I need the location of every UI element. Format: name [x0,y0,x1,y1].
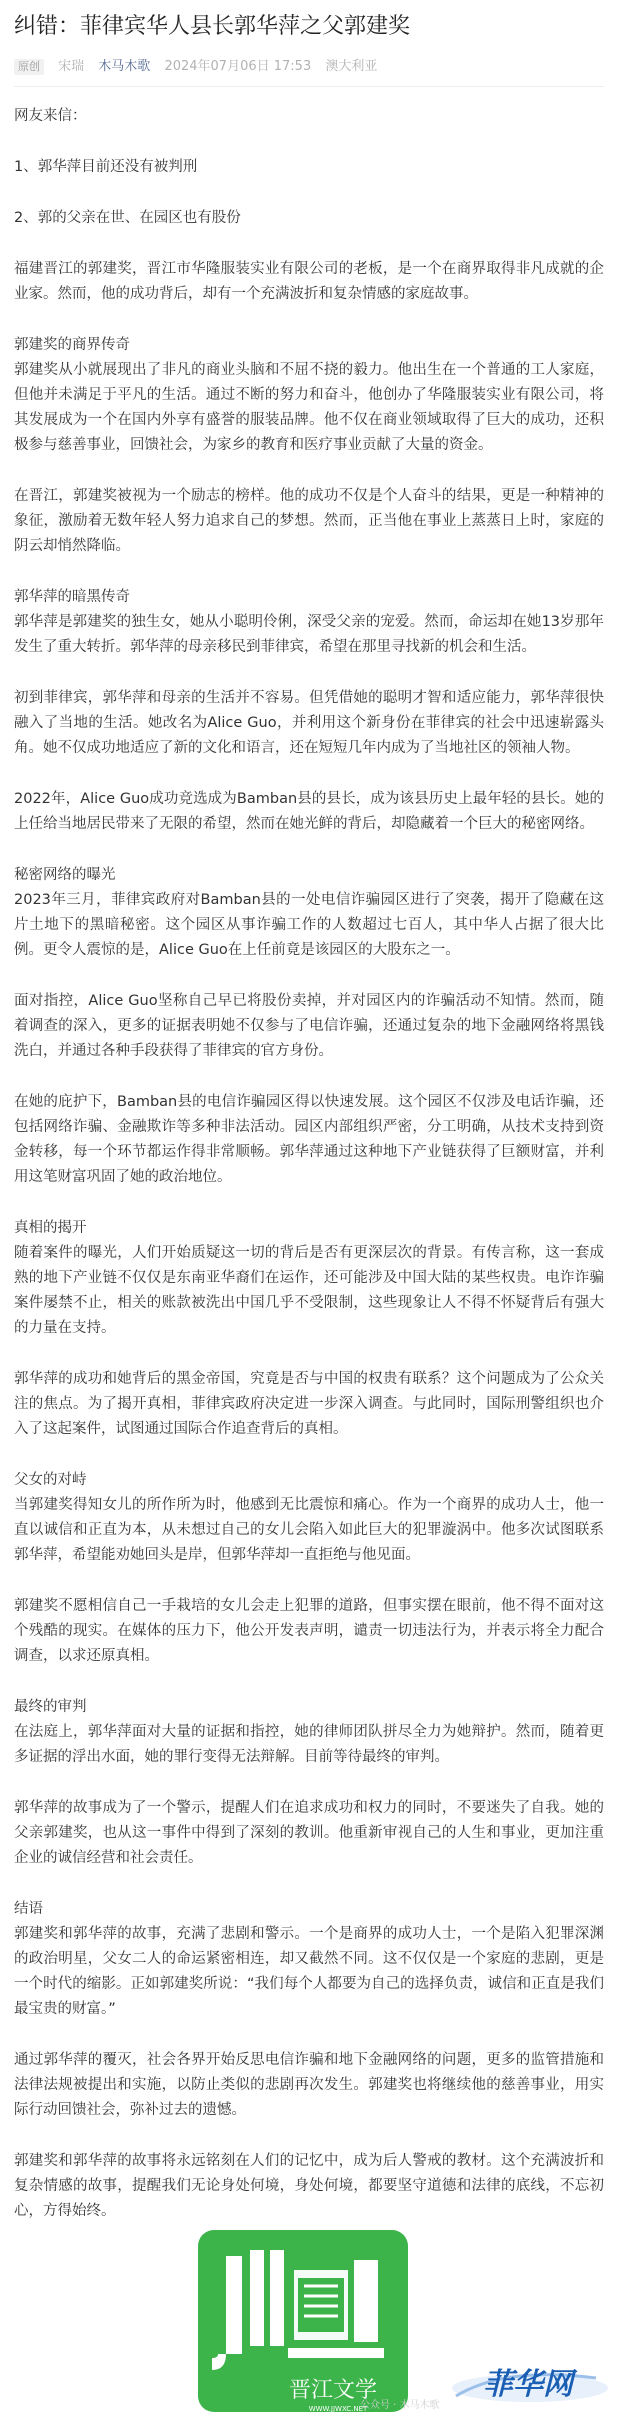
article-paragraph: 初到菲律宾，郭华萍和母亲的生活并不容易。但凭借她的聪明才智和适应能力，郭华萍很快融入了当地的生活。她改名为Alice Guo，并利用这个新身份在菲律宾的社会中迅速崭露头角。她不仅成功地适应了新的文化和语言，还在短短几年内成为了当地社区的领袖人物。 [14,690,604,756]
article-meta [14,56,604,78]
book-icon [198,2230,408,2380]
account-watermark: 公众号 · 木马木歌 [360,2400,440,2411]
article-paragraph: 面对指控，Alice Guo坚称自己早已将股份卖掉，并对园区内的诈骗活动不知情。然而，随着调查的深入，更多的证据表明她不仅参与了电信诈骗，还通过复杂的地下金融网络将黑钱洗白，并通过各种手段获得了菲律宾的官方身份。 [14,993,604,1059]
article-paragraph: 在晋江，郭建奖被视为一个励志的榜样。他的成功不仅是个人奋斗的结果，更是一种精神的象征，激励着无数年轻人努力追求自己的梦想。然而，正当他在事业上蒸蒸日上时，家庭的阴云却悄然降临。 [14,488,604,554]
publish-datetime: 2024年07月06日 17:53 [164,59,312,74]
section-heading: 父女的对峙 [14,1472,87,1488]
section-heading: 郭建奖的商界传奇 [14,337,130,353]
article-paragraph: 郭建奖和郭华萍的故事，充满了悲剧和警示。一个是商界的成功人士，一个是陷入犯罪深渊的政治明星，父女二人的命运紧密相连，却又截然不同。这不仅仅是一个家庭的悲剧，更是一个时代的缩影。正如郭建奖所说：“我们每个人都要为自己的选择负责，诚信和正直是我们最宝贵的财富。” [14,1926,604,2017]
article-paragraph: 福建晋江的郭建奖，晋江市华隆服装实业有限公司的老板，是一个在商界取得非凡成就的企业家。然而，他的成功背后，却有一个充满波折和复杂情感的家庭故事。 [14,261,604,302]
article-paragraph: 随着案件的曝光，人们开始质疑这一切的背后是否有更深层次的背景。有传言称，这一套成熟的地下产业链不仅仅是东南亚华裔们在运作，还可能涉及中国大陆的某些权贵。电诈诈骗案件屡禁不止，相关的账款被洗出中国几乎不受限制，这些现象让人不得不怀疑背后有强大的力量在支持。 [14,1245,604,1336]
original-badge: 原创 [14,59,44,75]
account-link[interactable]: 木马木歌 [98,59,151,74]
article-paragraph: 在她的庇护下，Bamban县的电信诈骗园区得以快速发展。这个园区不仅涉及电话诈骗，还包括网络诈骗、金融欺诈等多种非法活动。园区内部组织严密，分工明确，从技术支持到资金转移，每一个环节都运作得非常顺畅。郭华萍通过这种地下产业链获得了巨额财富，并利用这笔财富巩固了她的政治地位。 [14,1094,604,1185]
section-heading: 郭华萍的暗黑传奇 [14,589,130,605]
article-paragraph: 1、郭华萍目前还没有被判刑 [14,159,198,175]
article-paragraph: 通过郭华萍的覆灭，社会各界开始反思电信诈骗和地下金融网络的问题，更多的监管措施和法律法规被提出和实施，以防止类似的悲剧再次发生。郭建奖也将继续他的慈善事业，用实际行动回馈社会，弥补过去的遗憾。 [14,2052,604,2118]
article-paragraph: 郭华萍是郭建奖的独生女，她从小聪明伶俐，深受父亲的宠爱。然而，命运却在她13岁那年发生了重大转折。郭华萍的母亲移民到菲律宾，希望在那里寻找新的机会和生活。 [14,614,604,655]
article-paragraph: 2023年三月，菲律宾政府对Bamban县的一处电信诈骗园区进行了突袭，揭开了隐藏在这片土地下的黑暗秘密。这个园区从事诈骗工作的人数超过七百人，其中华人占据了很大比例。更令人震惊的是，Alice Guo在上任前竟是该园区的大股东之一。 [14,892,604,958]
author-name: 宋瑞 [58,59,85,74]
article-paragraph: 郭华萍的故事成为了一个警示，提醒人们在追求成功和权力的同时，不要迷失了自我。她的父亲郭建奖，也从这一事件中得到了深刻的教训。他重新审视自己的人生和事业，更加注重企业的诚信经营和社会责任。 [14,1800,604,1866]
section-heading: 最终的审判 [14,1699,87,1715]
section-heading: 秘密网络的曝光 [14,867,116,883]
section-heading: 结语 [14,1901,43,1917]
article-paragraph: 当郭建奖得知女儿的所作所为时，他感到无比震惊和痛心。作为一个商界的成功人士，他一直以诚信和正直为本，从未想过自己的女儿会陷入如此巨大的犯罪漩涡中。他多次试图联系郭华萍，希望能劝她回头是岸，但郭华萍却一直拒绝与他见面。 [14,1497,604,1563]
publish-location: 澳大利亚 [325,59,378,74]
article-paragraph: 郭建奖和郭华萍的故事将永远铭刻在人们的记忆中，成为后人警戒的教材。这个充满波折和复杂情感的故事，提醒我们无论身处何境，身处何境，都要坚守道德和法律的底线，不忘初心，方得始终。 [14,2153,604,2219]
article-paragraph: 郭建奖不愿相信自己一手栽培的女儿会走上犯罪的道路，但事实摆在眼前，他不得不面对这个残酷的现实。在媒体的压力下，他公开发表声明，谴责一切违法行为，并表示将全力配合调查，以求还原真相。 [14,1598,604,1664]
title-divider [14,86,604,87]
feihua-logo [446,2356,610,2410]
jjwxc-logo-url: WWW.JJWXC.NET [308,2405,368,2413]
article-body [14,104,604,2250]
article-paragraph: 2022年，Alice Guo成功竞选成为Bamban县的县长，成为该县历史上最年轻的县长。她的上任给当地居民带来了无限的希望，然而在她光鲜的背后，却隐藏着一个巨大的秘密网络。 [14,791,604,832]
jjwxc-logo-name: 晋江文学 [288,2378,377,2403]
jjwxc-logo [198,2230,418,2414]
article-paragraph: 网友来信： [14,108,87,124]
article-paragraph: 郭华萍的成功和她背后的黑金帝国，究竟是否与中国的权贵有联系？这个问题成为了公众关注的焦点。为了揭开真相，菲律宾政府决定进一步深入调查。与此同时，国际刑警组织也介入了这起案件，试图通过国际合作追查背后的真相。 [14,1371,604,1437]
feihua-logo-text: 菲华网 [483,2367,573,2402]
article-paragraph: 在法庭上，郭华萍面对大量的证据和指控，她的律师团队拼尽全力为她辩护。然而，随着更多证据的浮出水面，她的罪行变得无法辩解。目前等待最终的审判。 [14,1724,604,1765]
article-title: 纠错：菲律宾华人县长郭华萍之父郭建奖 [14,14,411,39]
article-paragraph: 郭建奖从小就展现出了非凡的商业头脑和不屈不挠的毅力。他出生在一个普通的工人家庭，但他并未满足于平凡的生活。通过不断的努力和奋斗，他创办了华隆服装实业有限公司，将其发展成为一个在国内外享有盛誉的服装品牌。他不仅在商业领域取得了巨大的成功，还积极参与慈善事业，回馈社会，为家乡的教育和医疗事业贡献了大量的资金。 [14,362,604,453]
article-paragraph: 2、郭的父亲在世、在园区也有股份 [14,210,241,226]
section-heading: 真相的揭开 [14,1220,87,1236]
